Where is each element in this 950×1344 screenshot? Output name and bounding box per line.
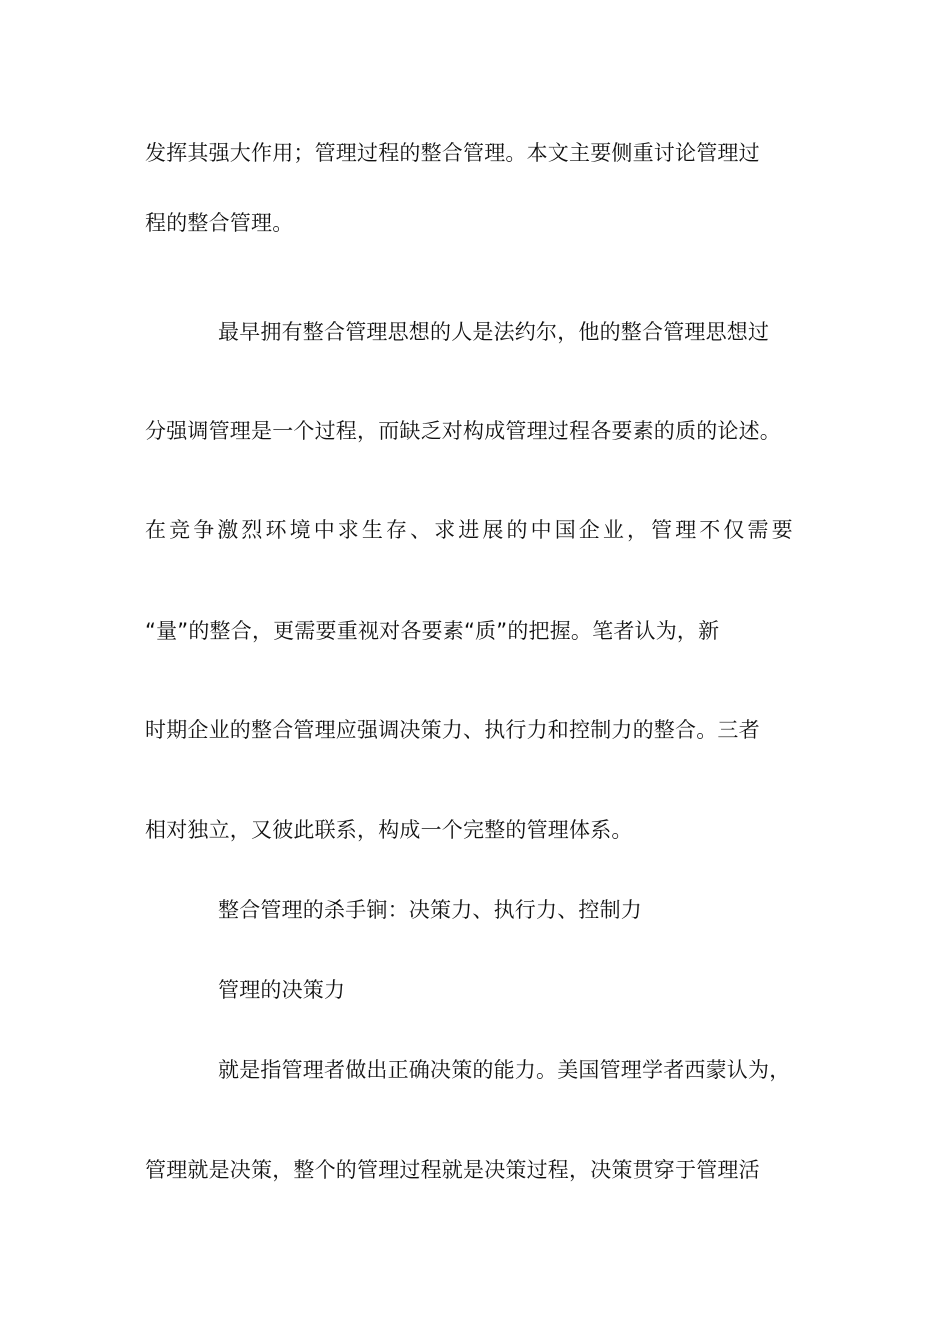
paragraph-line: 最早拥有整合管理思想的人是法约尔，他的整合管理思想过 <box>218 320 770 344</box>
paragraph-line: 分强调管理是一个过程，而缺乏对构成管理过程各要素的质的论述。 <box>145 419 781 443</box>
paragraph-line: “量”的整合，更需要重视对各要素“质”的把握。笔者认为，新 <box>145 619 720 643</box>
paragraph-line: 时期企业的整合管理应强调决策力、执行力和控制力的整合。三者 <box>145 718 760 742</box>
paragraph-line: 管理就是决策，整个的管理过程就是决策过程，决策贯穿于管理活 <box>145 1158 760 1182</box>
paragraph-line: 在竞争激烈环境中求生存、求进展的中国企业，管理不仅需要 <box>145 518 796 542</box>
section-heading: 整合管理的杀手锏：决策力、执行力、控制力 <box>218 898 642 922</box>
paragraph-line: 就是指管理者做出正确决策的能力。美国管理学者西蒙认为， <box>218 1058 791 1082</box>
paragraph-line: 发挥其强大作用；管理过程的整合管理。本文主要侧重讨论管理过 <box>145 141 760 165</box>
subsection-heading: 管理的决策力 <box>218 978 346 1002</box>
paragraph-line: 程的整合管理。 <box>145 211 294 235</box>
paragraph-line: 相对独立，又彼此联系，构成一个完整的管理体系。 <box>145 818 633 842</box>
